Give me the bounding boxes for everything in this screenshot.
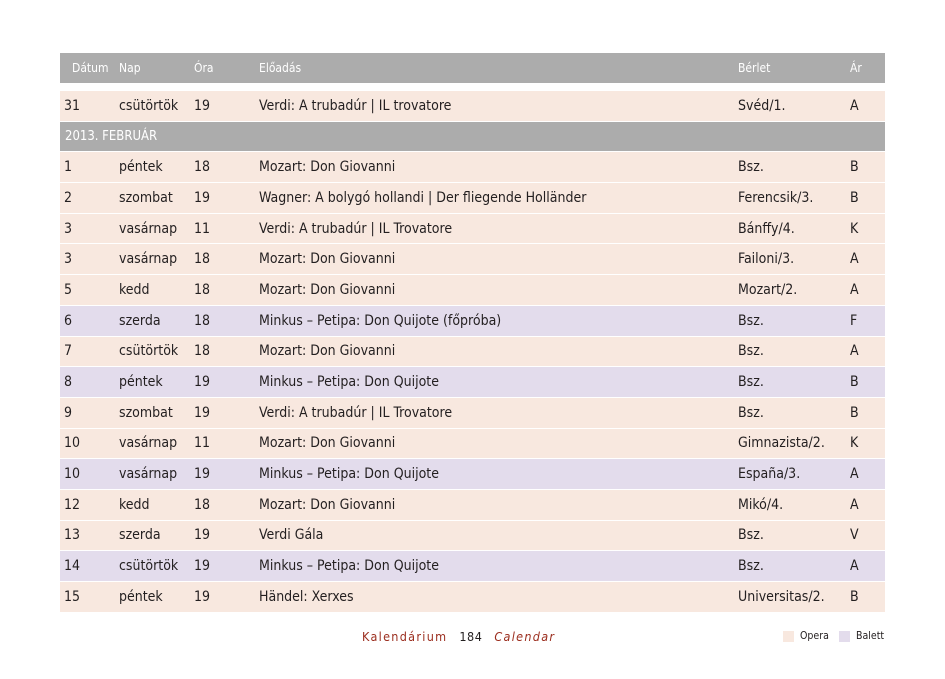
cell-event: Minkus – Petipa: Don Quijote bbox=[259, 558, 439, 575]
header-time: Óra bbox=[194, 61, 214, 75]
legend-balett-swatch bbox=[839, 631, 850, 642]
header-event: Előadás bbox=[259, 61, 302, 75]
cell-pass: Mikó/4. bbox=[738, 496, 784, 513]
cell-pass: Bsz. bbox=[738, 159, 764, 176]
cell-time: 11 bbox=[194, 220, 211, 237]
legend-opera-swatch bbox=[783, 631, 794, 642]
cell-event: Mozart: Don Giovanni bbox=[259, 281, 396, 298]
cell-day: szerda bbox=[119, 527, 161, 544]
legend-opera bbox=[783, 626, 829, 646]
cell-time: 19 bbox=[194, 189, 211, 206]
cell-date: 10 bbox=[64, 466, 81, 483]
cell-price: A bbox=[850, 251, 859, 268]
cell-pass: Bsz. bbox=[738, 312, 764, 329]
cell-price: B bbox=[850, 588, 859, 605]
cell-pass: Svéd/1. bbox=[738, 97, 786, 114]
cell-event: Verdi: A trubadúr | IL Trovatore bbox=[259, 220, 453, 237]
cell-price: A bbox=[850, 281, 859, 298]
cell-day: szerda bbox=[119, 312, 161, 329]
cell-date: 3 bbox=[64, 220, 73, 237]
cell-event: Mozart: Don Giovanni bbox=[259, 343, 396, 360]
cell-time: 19 bbox=[194, 588, 211, 605]
cell-day: péntek bbox=[119, 159, 163, 176]
section-title: 2013. FEBRUÁR bbox=[65, 129, 158, 145]
cell-price: K bbox=[850, 435, 859, 452]
cell-event: Minkus – Petipa: Don Quijote (főpróba) bbox=[259, 312, 502, 329]
cell-date: 3 bbox=[64, 251, 73, 268]
table-row bbox=[60, 244, 885, 275]
cell-date: 13 bbox=[64, 527, 81, 544]
cell-date: 7 bbox=[64, 343, 73, 360]
section-row bbox=[60, 122, 885, 153]
table-header bbox=[60, 53, 885, 83]
cell-event: Mozart: Don Giovanni bbox=[259, 435, 396, 452]
cell-day: péntek bbox=[119, 588, 163, 605]
page-number: 184 bbox=[459, 628, 483, 644]
cell-price: B bbox=[850, 189, 859, 206]
cell-date: 5 bbox=[64, 281, 73, 298]
header-pass: Bérlet bbox=[738, 61, 771, 75]
header-date: Dátum bbox=[72, 61, 109, 75]
cell-time: 11 bbox=[194, 435, 211, 452]
cell-event: Verdi: A trubadúr | IL trovatore bbox=[259, 97, 452, 114]
cell-price: A bbox=[850, 558, 859, 575]
cell-event: Minkus – Petipa: Don Quijote bbox=[259, 466, 439, 483]
cell-day: szombat bbox=[119, 189, 173, 206]
table-row bbox=[60, 306, 885, 337]
cell-date: 12 bbox=[64, 496, 81, 513]
header-day: Nap bbox=[119, 61, 141, 75]
schedule-table bbox=[60, 53, 885, 613]
cell-price: A bbox=[850, 343, 859, 360]
table-row bbox=[60, 337, 885, 368]
cell-time: 19 bbox=[194, 374, 211, 391]
cell-date: 31 bbox=[64, 97, 81, 114]
cell-day: kedd bbox=[119, 281, 150, 298]
cell-day: vasárnap bbox=[119, 220, 178, 237]
cell-pass: Bánffy/4. bbox=[738, 220, 795, 237]
cell-pass: Bsz. bbox=[738, 343, 764, 360]
cell-event: Verdi Gála bbox=[259, 527, 324, 544]
cell-date: 2 bbox=[64, 189, 73, 206]
cell-event: Minkus – Petipa: Don Quijote bbox=[259, 374, 439, 391]
header-price: Ár bbox=[850, 61, 862, 75]
cell-day: vasárnap bbox=[119, 251, 178, 268]
cell-time: 18 bbox=[194, 343, 211, 360]
cell-time: 19 bbox=[194, 466, 211, 483]
cell-pass: Mozart/2. bbox=[738, 281, 798, 298]
cell-day: vasárnap bbox=[119, 466, 178, 483]
cell-pass: Bsz. bbox=[738, 527, 764, 544]
cell-day: csütörtök bbox=[119, 343, 179, 360]
cell-pass: España/3. bbox=[738, 466, 801, 483]
cell-event: Wagner: A bolygó hollandi | Der fliegende Holländer bbox=[259, 189, 587, 206]
cell-price: B bbox=[850, 404, 859, 421]
cell-event: Mozart: Don Giovanni bbox=[259, 159, 396, 176]
cell-price: A bbox=[850, 466, 859, 483]
cell-date: 6 bbox=[64, 312, 73, 329]
cell-date: 14 bbox=[64, 558, 81, 575]
cell-day: szombat bbox=[119, 404, 173, 421]
table-row bbox=[60, 490, 885, 521]
cell-price: B bbox=[850, 159, 859, 176]
cell-pass: Bsz. bbox=[738, 558, 764, 575]
cell-price: K bbox=[850, 220, 859, 237]
cell-time: 19 bbox=[194, 97, 211, 114]
cell-price: A bbox=[850, 97, 859, 114]
table-row bbox=[60, 582, 885, 613]
cell-event: Mozart: Don Giovanni bbox=[259, 251, 396, 268]
cell-date: 1 bbox=[64, 159, 73, 176]
cell-time: 18 bbox=[194, 251, 211, 268]
pre-rows bbox=[60, 91, 885, 122]
cell-price: B bbox=[850, 374, 859, 391]
table-row bbox=[60, 459, 885, 490]
cell-time: 18 bbox=[194, 312, 211, 329]
cell-price: F bbox=[850, 312, 858, 329]
cell-time: 18 bbox=[194, 496, 211, 513]
cell-time: 18 bbox=[194, 159, 211, 176]
table-row bbox=[60, 429, 885, 460]
cell-price: A bbox=[850, 496, 859, 513]
cell-pass: Bsz. bbox=[738, 374, 764, 391]
table-row bbox=[60, 551, 885, 582]
table-row bbox=[60, 91, 885, 122]
cell-date: 8 bbox=[64, 374, 73, 391]
page-footer bbox=[0, 626, 945, 646]
cell-pass: Bsz. bbox=[738, 404, 764, 421]
cell-event: Mozart: Don Giovanni bbox=[259, 496, 396, 513]
legend-balett-label: Balett bbox=[856, 630, 885, 642]
footer-right-label: Calendar bbox=[494, 628, 556, 644]
footer-center bbox=[362, 626, 555, 646]
cell-pass: Gimnazista/2. bbox=[738, 435, 825, 452]
legend-balett bbox=[839, 626, 884, 646]
cell-day: csütörtök bbox=[119, 97, 179, 114]
cell-pass: Universitas/2. bbox=[738, 588, 825, 605]
table-row bbox=[60, 152, 885, 183]
cell-event: Händel: Xerxes bbox=[259, 588, 354, 605]
cell-day: kedd bbox=[119, 496, 150, 513]
legend-opera-label: Opera bbox=[800, 630, 829, 642]
cell-date: 10 bbox=[64, 435, 81, 452]
footer-left-label: Kalendárium bbox=[362, 628, 448, 644]
cell-day: péntek bbox=[119, 374, 163, 391]
cell-event: Verdi: A trubadúr | IL Trovatore bbox=[259, 404, 453, 421]
cell-date: 15 bbox=[64, 588, 81, 605]
table-row bbox=[60, 275, 885, 306]
table-row bbox=[60, 398, 885, 429]
cell-time: 19 bbox=[194, 558, 211, 575]
cell-time: 19 bbox=[194, 527, 211, 544]
cell-pass: Ferencsik/3. bbox=[738, 189, 814, 206]
table-row bbox=[60, 521, 885, 552]
table-row bbox=[60, 214, 885, 245]
cell-day: vasárnap bbox=[119, 435, 178, 452]
cell-time: 18 bbox=[194, 281, 211, 298]
cell-time: 19 bbox=[194, 404, 211, 421]
table-row bbox=[60, 367, 885, 398]
table-body bbox=[60, 152, 885, 612]
table-row bbox=[60, 183, 885, 214]
cell-day: csütörtök bbox=[119, 558, 179, 575]
cell-price: V bbox=[850, 527, 859, 544]
cell-pass: Failoni/3. bbox=[738, 251, 795, 268]
cell-date: 9 bbox=[64, 404, 73, 421]
header-gap bbox=[60, 83, 885, 91]
